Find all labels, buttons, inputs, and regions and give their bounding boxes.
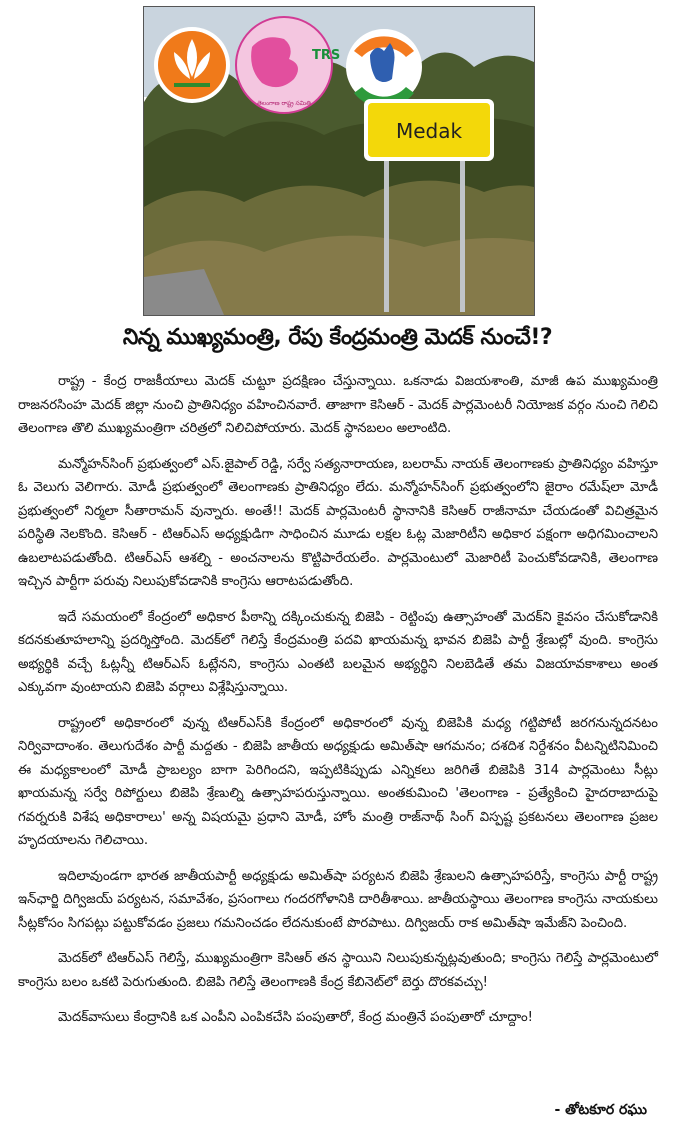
sign-text: Medak bbox=[395, 119, 463, 143]
paragraph: రాష్ట్రంలో అధికారంలో వున్న టిఆర్ఎస్‌కి కేంద్రంలో అధికారంలో వున్న బిజెపికి మధ్య గట్టిపోటీ జరగనున్నదనటం నిర్వివాదాంశం. తెలుగుదేశం పార్టీ మద్దతు - బిజెపి జాతీయ అధ్యక్షుడు అమిత్‌షా ఆగమనం; దశదిశ నిర్దేశనం వీటన్నిటినిమించి ఈ మధ్యకాలంలో మోడీ ప్రాబల్యం బాగా పెరిగిందని, ఇప్పటికిప్పుడు ఎన్నికలు జరిగితే బిజెపికి 314 పార్లమెంటు సీట్లు ఖాయమన్న సర్వే రిపోర్టులు బిజెపి శ్రేణుల్ని ఉత్సాహపరుస్తున్నాయి. అంతకుమించి 'తెలంగాణ - ప్రత్యేకించి హైదరాబాదుపై గవర్నరుకి విశేష అధికారాలు' అన్న విషయమై ప్రధాని మోడీ, హోం మంత్రి రాజ్‌నాథ్ సింగ్ విస్పష్ట ప్రకటనలు తెలంగాణ ప్రజల హృదయాలను గెలిచాయి. bbox=[18, 715, 658, 848]
bjp-logo bbox=[154, 27, 230, 103]
paragraph: మన్మోహన్‌సింగ్ ప్రభుత్వంలో ఎస్.జైపాల్ రెడ్డి, సర్వే సత్యనారాయణ, బలరామ్ నాయక్ తెలంగాణకు ప్రాతినిధ్యం వహిస్తూ ఓ వెలుగు వెలిగారు. మోడీ ప్రభుత్వంలో తెలంగాణకు ప్రాతినిధ్యం లేదు. మన్మోహన్‌సింగ్ ప్రభుత్వంలోని జైరాం రమేష్‌లా మోడీ ప్రభుత్వంలో నిర్మలా సీతారామన్ వున్నారు. అంతే!! మెదక్ పార్లమెంటరీ స్థానానికి కెసిఆర్ రాజీనామా చేయడంతో విచిత్రమైన పరిస్థితి నెలకొంది. కెసిఆర్ - టిఆర్ఎస్ అధ్యక్షుడిగా సాధించిన మూడు లక్షల ఓట్ల మెజారిటీని అధికార పక్షంగా అధిగమించాలని ఉబలాటపడుతోంది. టిఆర్ఎస్ ఆశల్ని - అంచనాలను కొట్టిపారేయలేం. పార్లమెంటులో మెజారిటీ పెంచుకోవడానికి, తెలంగాణ ఇచ్చిన పార్టీగా పరువు నిలుపుకోవడానికి కాంగ్రెసు ఆరాటపడుతోంది. bbox=[18, 456, 658, 589]
paragraph: మెదక్‌వాసులు కేంద్రానికి ఒక ఎంపీని ఎంపికచేసి పంపుతారో, కేంద్ర మంత్రినే పంపుతారో చూద్దాం! bbox=[58, 1010, 533, 1025]
paragraph: మెదక్‌లో టిఆర్ఎస్ గెలిస్తే, ముఖ్యమంత్రిగా కెసిఆర్ తన స్థాయిని నిలుపుకున్నట్లవుతుంది; కాంగ్రెసు గెలిస్తే పార్లమెంటులో కాంగ్రెసు బలం ఒకటి పెరుగుతుంది. బిజెపి గెలిస్తే తెలంగాణకి కేంద్ర కేబినెట్‌లో బెర్తు దొరకవచ్చు! bbox=[18, 951, 658, 990]
paragraph: రాష్ట్ర - కేంద్ర రాజకీయాలు మెదక్ చుట్టూ ప్రదక్షిణం చేస్తున్నాయి. ఒకనాడు విజయశాంతి, మాజీ ఉప ముఖ్యమంత్రి రాజనరసింహ మెదక్ జిల్లా నుంచి ప్రాతినిధ్యం వహించినవారే. తాజాగా కెసిఆర్ - మెదక్ పార్లమెంటరీ నియోజక వర్గం నుంచి గెలిచి తెలంగాణ తొలి ముఖ్యమంత్రిగా చరిత్రలో నిలిచిపోయారు. మెదక్ స్థానబలం అలాంటిది. bbox=[18, 374, 658, 436]
congress-logo bbox=[346, 29, 422, 108]
article-photo bbox=[143, 6, 535, 316]
byline: - తోటకూర రఘు bbox=[554, 1102, 647, 1118]
paragraph: ఇదిలావుండగా భారత జాతీయపార్టీ అధ్యక్షుడు అమిత్‌షా పర్యటన బిజెపి శ్రేణులని ఉత్సాహపరిస్తే, కాంగ్రెసు పార్టీ రాష్ట్ర ఇన్‌ఛార్జి దిగ్విజయ్ పర్యటన, సమావేశం, ప్రసంగాలు గందరగోళానికి దారితీశాయి. జాతీయస్థాయి తెలంగాణ కాంగ్రెసు నాయకులు సీట్లకోసం సిగపట్లు పట్టుకోవడం ప్రజలు గమనించడం లేదనుకుంటే పొరపాటు. దిగ్విజయ్ రాక అమిత్‌షా ఇమేజ్‌ని పెంచింది. bbox=[18, 868, 658, 931]
medak-road-sign bbox=[364, 99, 494, 161]
headline: నిన్న ముఖ్యమంత్రి, రేపు కేంద్రమంత్రి మెదక్ నుంచే!? bbox=[122, 325, 553, 350]
trs-logo-text: TRS bbox=[312, 48, 341, 63]
paragraph: ఇదే సమయంలో కేంద్రంలో అధికార పీఠాన్ని దక్కించుకున్న బిజెపి - రెట్టింపు ఉత్సాహంతో మెదక్‌ని కైవసం చేసుకోడానికి కదనకుతూహలాన్ని ప్రదర్శిస్తోంది. మెదక్‌లో గెలిస్తే కేంద్రమంత్రి పదవి ఖాయమన్న భావన బిజెపి పార్టీ శ్రేణుల్లో వుంది. కాంగ్రెసు అభ్యర్థికి వచ్చే ఓట్లన్నీ టిఆర్ఎస్ ఓట్లేనని, కాంగ్రెసు ఎంతటి బలమైన అభ్యర్థిని నిలబెడితే తమ విజయావకాశాలు అంత ఎక్కువగా వుంటాయని బిజెపి వర్గాలు విశ్లేషిస్తున్నాయి. bbox=[18, 609, 658, 695]
trs-logo-caption: తెలంగాణ రాష్ట్ర సమితి bbox=[257, 100, 311, 107]
article-body bbox=[18, 370, 658, 1042]
